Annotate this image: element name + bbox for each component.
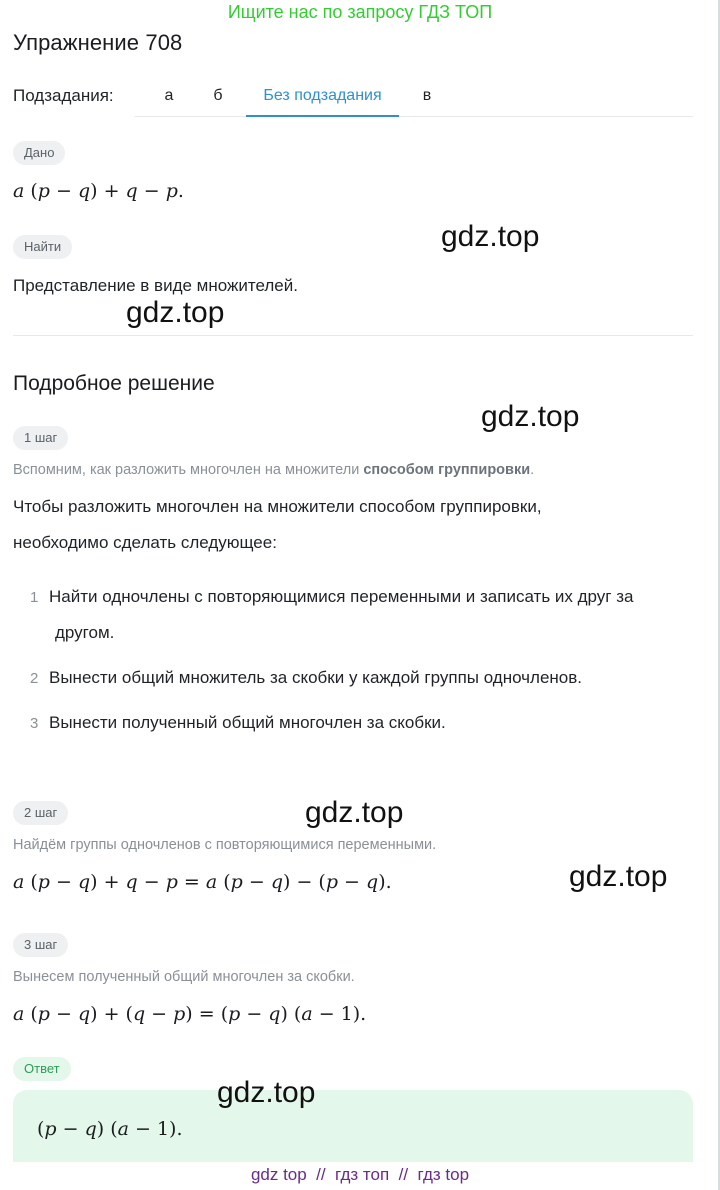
solution-title: Подробное решение — [13, 372, 215, 395]
step1-chip: 1 шаг — [13, 426, 68, 450]
step1-paragraph-line1: Чтобы разложить многочлен на множители способом группировки, — [13, 497, 542, 516]
find-chip: Найти — [13, 235, 72, 259]
promo-banner: Ищите нас по запросу ГДЗ ТОП — [227, 2, 493, 22]
list-item-text: Найти одночлены с повторяющимися переменными и записать их друг за — [49, 587, 634, 606]
step1-paragraph-line2: необходимо сделать следующее: — [13, 533, 277, 552]
list-item-text: Вынести полученный общий многочлен за скобки. — [49, 713, 446, 732]
page-title: Упражнение 708 — [13, 30, 183, 55]
given-expression: a (p − q) + q − p. — [13, 180, 184, 202]
watermark: gdz.top — [481, 400, 580, 433]
list-item-number: 3 — [30, 715, 39, 732]
subtasks-bar — [13, 76, 693, 116]
list-item-text: Вынести общий множитель за скобки у каждой группы одночленов. — [49, 668, 583, 687]
watermark: gdz.top — [441, 220, 540, 253]
step1-hint — [13, 462, 534, 478]
subtasks-label: Подзадания: — [13, 86, 114, 105]
tab-no-subtask[interactable]: Без подзадания — [246, 76, 399, 117]
subtask-tabs — [135, 76, 693, 117]
step2-expression: a (p − q) + q − p = a (p − q) − (p − q). — [13, 871, 392, 893]
step2-hint: Найдём группы одночленов с повторяющимися переменными. — [13, 837, 437, 853]
list-item-number: 2 — [30, 670, 39, 687]
step2-chip: 2 шаг — [13, 801, 68, 825]
step3-chip: 3 шаг — [13, 933, 68, 957]
watermark: gdz.top — [126, 296, 225, 329]
list-item-text-continued: другом. — [55, 623, 115, 642]
watermark: gdz.top — [569, 860, 668, 893]
step3-hint: Вынесем полученный общий многочлен за скобки. — [13, 969, 355, 985]
watermark: gdz.top — [217, 1076, 316, 1109]
footer-links[interactable]: gdz top // гдз топ // гдз top — [0, 1162, 720, 1190]
tab-a[interactable]: а — [164, 87, 174, 104]
step1-hint-suffix: . — [530, 462, 535, 478]
tab-b[interactable]: б — [213, 87, 223, 104]
list-item-number: 1 — [30, 589, 39, 606]
tab-v[interactable]: в — [422, 87, 432, 104]
answer-expression: (p − q) (a − 1). — [37, 1118, 183, 1140]
step1-hint-prefix: Вспомним, как разложить многочлен на множители — [13, 462, 364, 478]
divider — [13, 335, 693, 336]
step1-hint-bold: способом группировки — [363, 462, 531, 478]
given-chip: Дано — [13, 141, 65, 165]
answer-chip: Ответ — [13, 1057, 71, 1081]
find-text: Представление в виде множителей. — [13, 276, 298, 295]
watermark: gdz.top — [305, 796, 404, 829]
step3-expression: a (p − q) + (q − p) = (p − q) (a − 1). — [13, 1003, 367, 1025]
